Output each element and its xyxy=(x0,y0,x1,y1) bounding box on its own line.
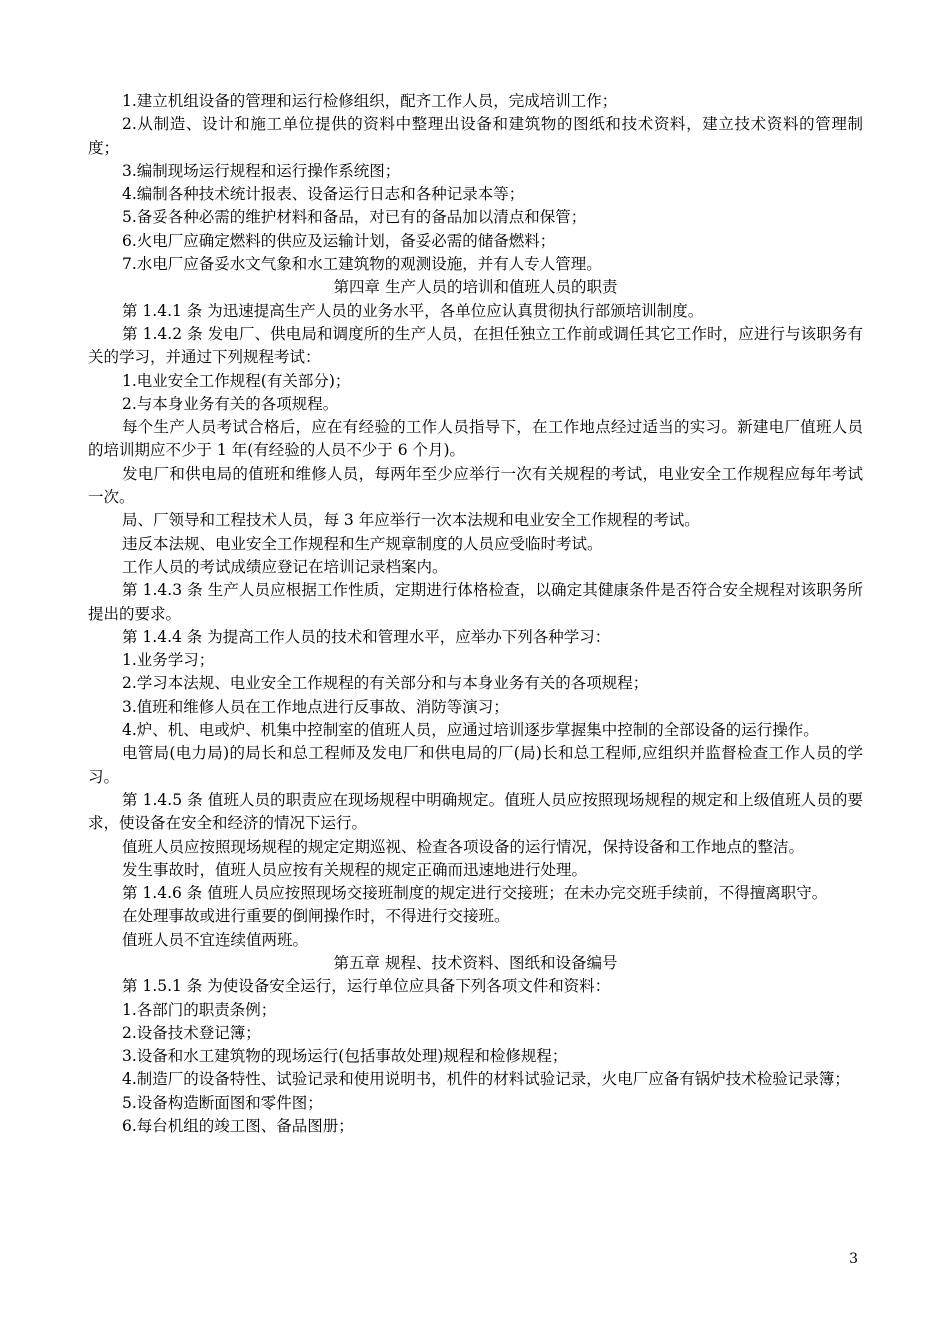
paragraph: 值班人员不宜连续值两班。 xyxy=(122,930,309,949)
paragraph: 第 1.4.5 条 值班人员的职责应在现场规程中明确规定。值班人员应按照现场规程的规定和上级值班人员的要求，使设备在安全和经济的情况下运行。 xyxy=(88,790,863,833)
paragraph: 第 1.4.6 条 值班人员应按照现场交接班制度的规定进行交接班；在未办完交班手续前，不得擅离职守。 xyxy=(122,884,828,903)
paragraph: 工作人员的考试成绩应登记在培训记录档案内。 xyxy=(122,557,448,576)
paragraph: 7.水电厂应备妥水文气象和水工建筑物的观测设施，并有人专人管理。 xyxy=(122,255,602,274)
paragraph: 在处理事故或进行重要的倒闸操作时，不得进行交接班。 xyxy=(122,907,510,926)
paragraph: 1.各部门的职责条例； xyxy=(122,1000,277,1019)
paragraph: 1.电业安全工作规程(有关部分)； xyxy=(122,371,351,390)
chapter-heading: 第五章 规程、技术资料、图纸和设备编号 xyxy=(333,953,618,972)
paragraph: 违反本法规、电业安全工作规程和生产规章制度的人员应受临时考试。 xyxy=(122,534,603,553)
paragraph: 值班人员应按照现场规程的规定定期巡视、检查各项设备的运行情况，保持设备和工作地点的整洁。 xyxy=(122,837,805,856)
paragraph: 电管局(电力局)的局长和总工程师及发电厂和供电局的厂(局)长和总工程师,应组织并监督检查工作人员的学习。 xyxy=(88,744,863,786)
paragraph: 第 1.4.1 条 为迅速提高生产人员的业务水平，各单位应认真贯彻执行部颁培训制度。 xyxy=(122,301,704,320)
paragraph: 1.建立机组设备的管理和运行检修组织，配齐工作人员，完成培训工作； xyxy=(122,92,618,110)
paragraph: 5.备妥各种必需的维护材料和备品，对已有的备品加以清点和保管； xyxy=(122,208,587,227)
paragraph: 6.火电厂应确定燃料的供应及运输计划，备妥必需的储备燃料； xyxy=(122,231,556,250)
paragraph: 3.设备和水工建筑物的现场运行(包括事故处理)规程和检修规程； xyxy=(122,1047,568,1066)
page-number: 3 xyxy=(849,1251,858,1267)
paragraph: 1.业务学习； xyxy=(122,651,215,670)
paragraph: 2.与本身业务有关的各项规程。 xyxy=(122,394,339,413)
paragraph: 第 1.4.4 条 为提高工作人员的技术和管理水平，应举办下列各种学习： xyxy=(122,627,611,646)
paragraph: 2.从制造、设计和施工单位提供的资料中整理出设备和建筑物的图纸和技术资料，建立技术资料的管理制度； xyxy=(88,115,863,157)
paragraph: 3.编制现场运行规程和运行操作系统图； xyxy=(122,161,401,180)
paragraph: 4.编制各种技术统计报表、设备运行日志和各种记录本等； xyxy=(122,185,525,204)
document-body xyxy=(88,90,863,1138)
paragraph: 2.学习本法规、电业安全工作规程的有关部分和与本身业务有关的各项规程； xyxy=(122,674,649,693)
paragraph: 第 1.4.2 条 发电厂、供电局和调度所的生产人员，在担任独立工作前或调任其它工作时，应进行与该职务有关的学习，并通过下列规程考试： xyxy=(88,324,863,367)
chapter-heading: 第四章 生产人员的培训和值班人员的职责 xyxy=(333,278,618,297)
paragraph: 第 1.5.1 条 为使设备安全运行，运行单位应具备下列各项文件和资料： xyxy=(122,977,611,996)
paragraph: 2.设备技术登记簿； xyxy=(122,1023,261,1042)
paragraph: 发生事故时，值班人员应按有关规程的规定正确而迅速地进行处理。 xyxy=(122,860,588,879)
paragraph: 4.炉、机、电或炉、机集中控制室的值班人员，应通过培训逐步掌握集中控制的全部设备的运行操作。 xyxy=(122,721,819,740)
paragraph: 第 1.4.3 条 生产人员应根据工作性质，定期进行体格检查，以确定其健康条件是否符合安全规程对该职务所提出的要求。 xyxy=(88,581,863,623)
paragraph: 3.值班和维修人员在工作地点进行反事故、消防等演习； xyxy=(122,697,509,716)
paragraph: 每个生产人员考试合格后，应在有经验的工作人员指导下，在工作地点经过适当的实习。新建电厂值班人员的培训期应不少于 1 年(有经验的人员不少于 6 个月)。 xyxy=(88,418,863,460)
paragraph: 6.每台机组的竣工图、备品图册； xyxy=(122,1117,354,1136)
paragraph: 4.制造厂的设备特性、试验记录和使用说明书，机件的材料试验记录，火电厂应备有锅炉技术检验记录簿； xyxy=(122,1070,850,1089)
paragraph: 5.设备构造断面图和零件图； xyxy=(122,1093,323,1112)
paragraph: 局、厂领导和工程技术人员，每 3 年应举行一次本法规和电业安全工作规程的考试。 xyxy=(122,511,700,530)
paragraph: 发电厂和供电局的值班和维修人员，每两年至少应举行一次有关规程的考试，电业安全工作规程应每年考试一次。 xyxy=(88,464,863,507)
